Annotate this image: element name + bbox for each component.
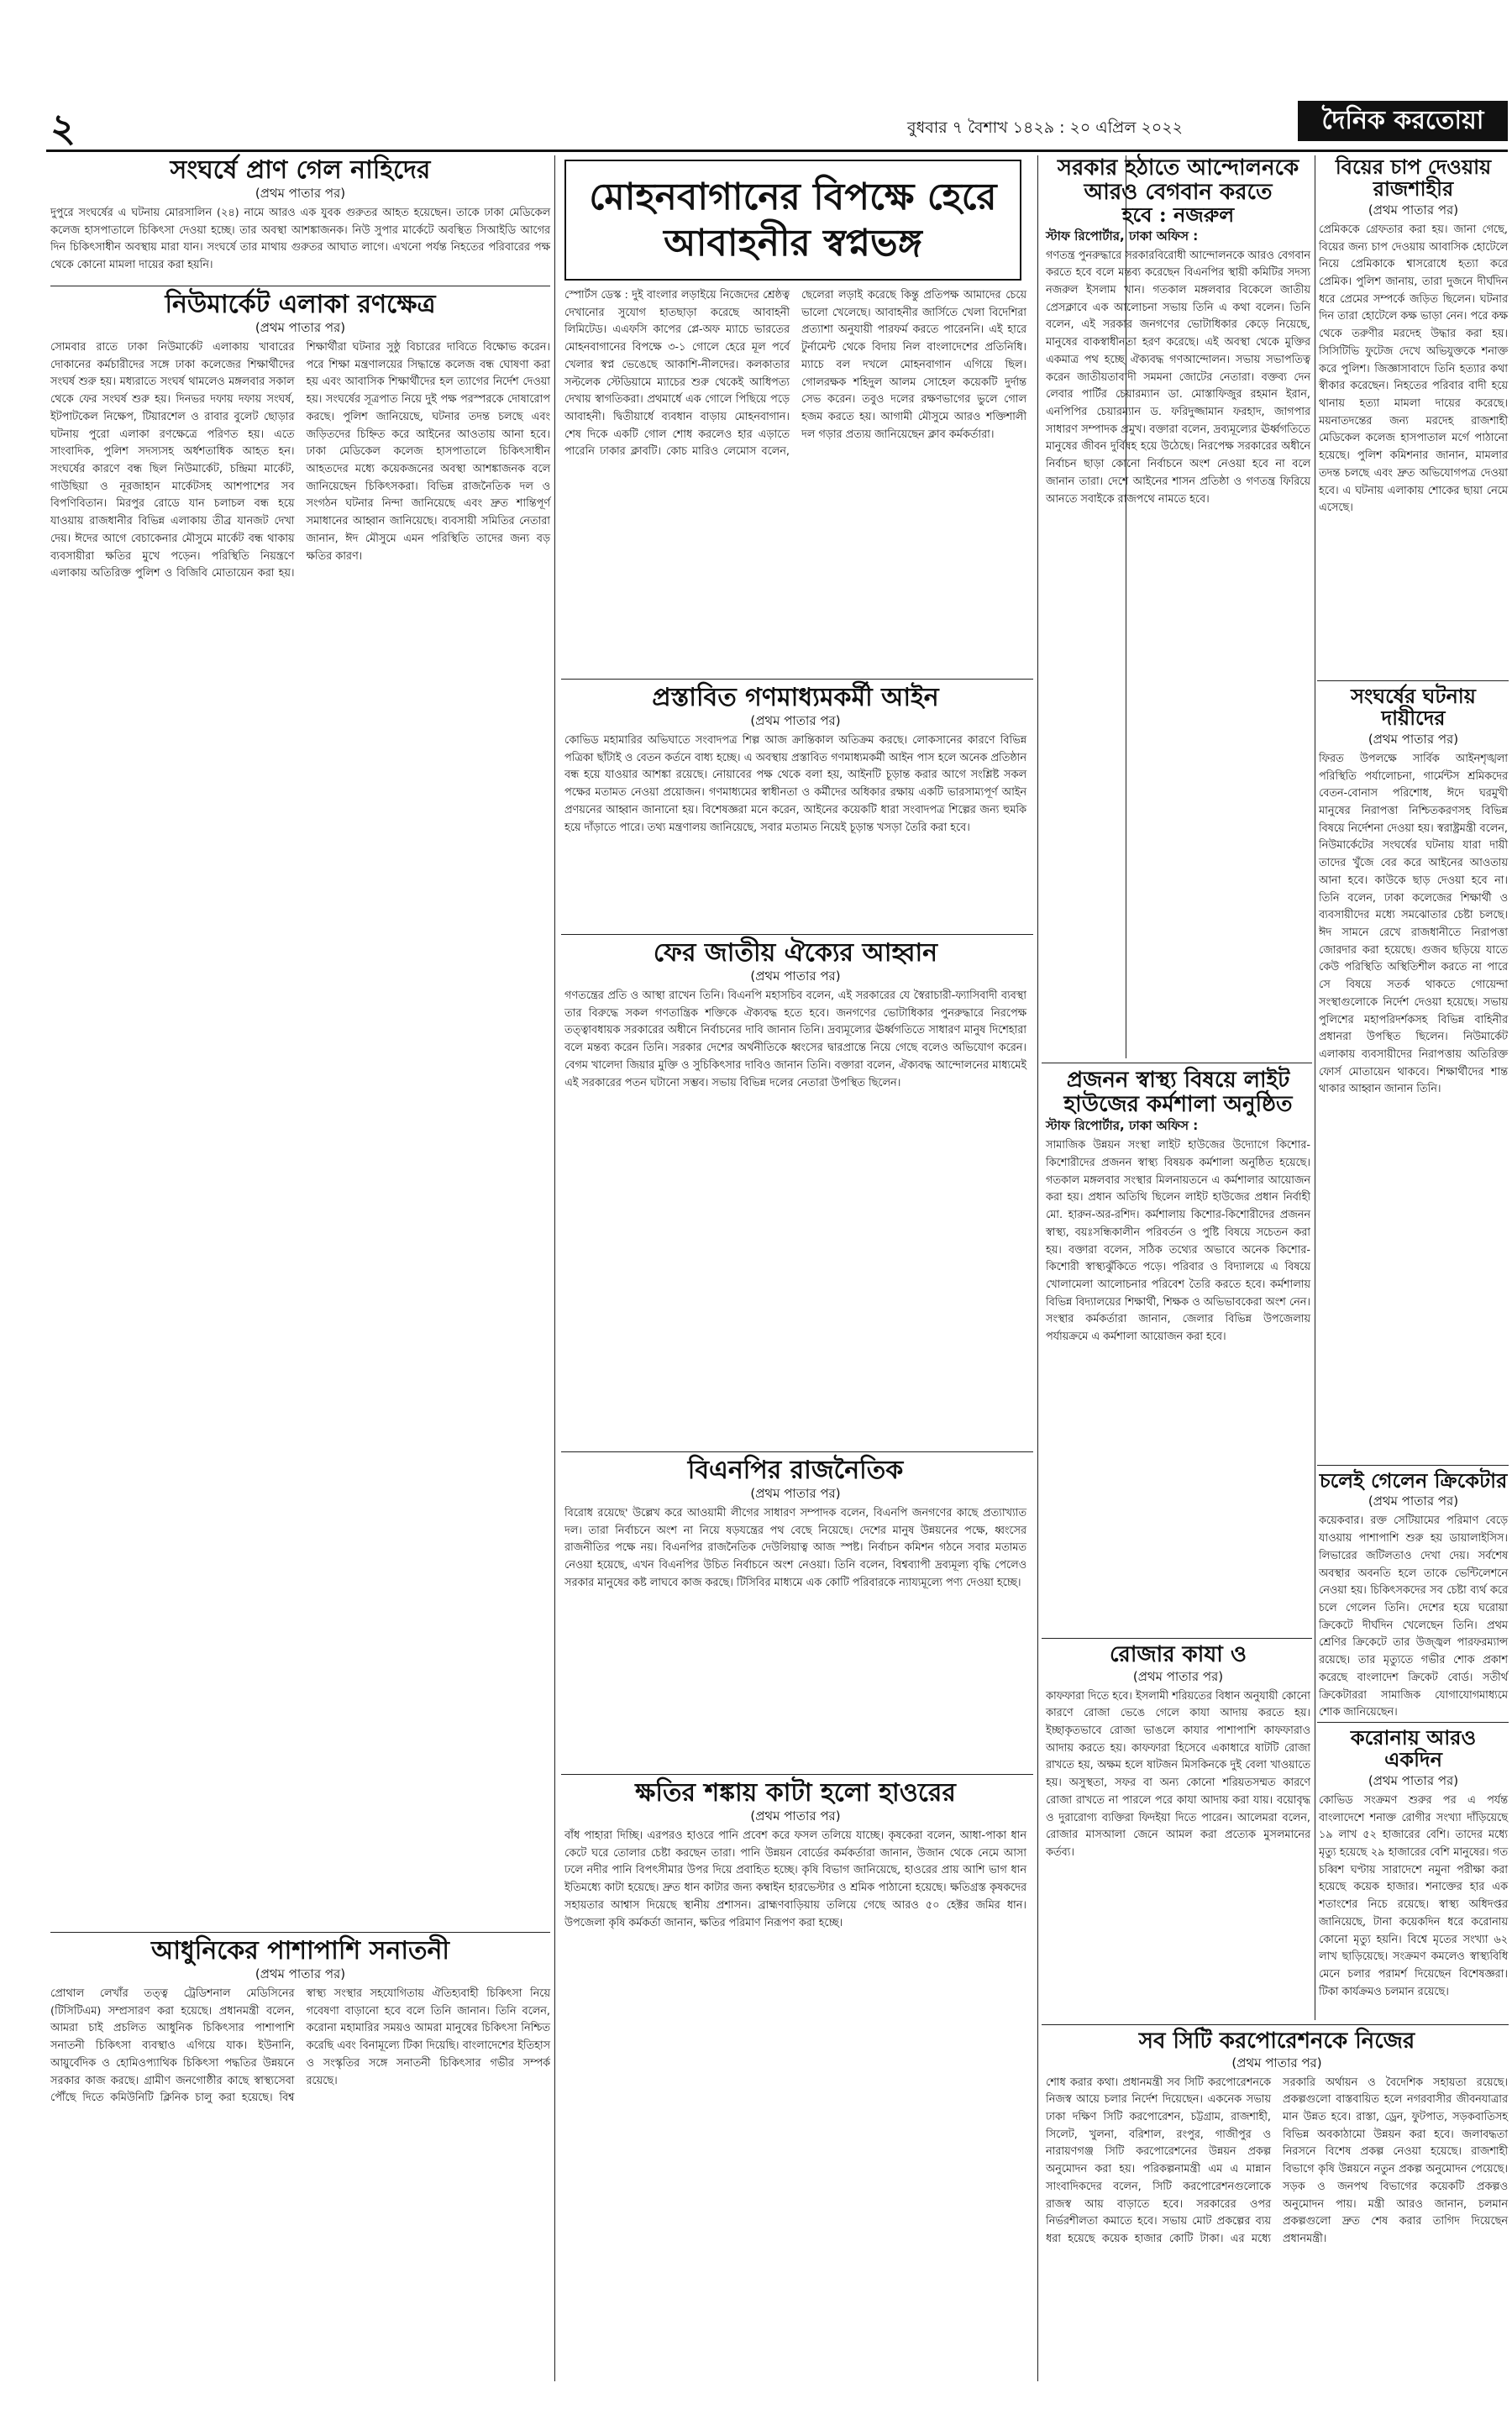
continued-label: (প্রথম পাতার পর): [1368, 202, 1459, 218]
article-roja: [1046, 1643, 1310, 2024]
article-songhorsho: [1319, 685, 1508, 1482]
continued-label: (প্রথম পাতার পর): [255, 186, 346, 201]
article-city: [1046, 2029, 1508, 2402]
column-divider: [1037, 155, 1038, 2381]
continued-label: (প্রথম পাতার পর): [1368, 731, 1459, 747]
headline: বিএনপির রাজনৈতিক: [687, 1456, 904, 1485]
section-rule: [1317, 1722, 1509, 1723]
article-body: শোধ করার কথা। প্রধানমন্ত্রী সব সিটি করপোরেশনকে নিজস্ব আয়ে চলার নির্দেশ দিয়েছেন। একনেক সভায় ঢাকা দক্ষিণ সিটি করপোরেশন, চট্টগ্রাম, রাজশাহী, সিলেট, খুলনা, বরিশাল, রংপুর, গাজীপুর ও নারায়ণগঞ্জ সিটি করপোরেশনের উন্নয়ন প্রকল্প অনুমোদন করা হয়। পরিকল্পনামন্ত্রী এম এ মান্নান সাংবাদিকদের বলেন, সিটি করপোরেশনগুলোকে রাজস্ব আয় বাড়াতে হবে। সরকারের ওপর নির্ভরশীলতা কমাতে হবে। সভায় মোট প্রকল্পের ব্যয় ধরা হয়েছে কয়েক হাজার কোটি টাকা। এর মধ্যে সরকারি অর্থায়ন ও বৈদেশিক সহায়তা রয়েছে। প্রকল্পগুলো বাস্তবায়িত হলে নগরবাসীর জীবনযাত্রার মান উন্নত হবে। রাস্তা, ড্রেন, ফুটপাত, সড়কবাতিসহ বিভিন্ন অবকাঠামো উন্নয়ন করা হবে। জলাবদ্ধতা নিরসনে বিশেষ প্রকল্প নেওয়া হয়েছে। রাজশাহী বিভাগে কৃষি উন্নয়নে নতুন প্রকল্প অনুমোদন পেয়েছে। সড়ক ও জনপথ বিভাগের কয়েকটি প্রকল্পও অনুমোদন পায়। মন্ত্রী আরও জানান, চলমান প্রকল্পগুলো দ্রুত শেষ করার তাগিদ দিয়েছেন প্রধানমন্ত্রী।: [1046, 2076, 1508, 2246]
headline: নিউমার্কেট এলাকা রণক্ষেত্র: [165, 290, 436, 319]
article-newmarket: [50, 291, 550, 1939]
section-rule: [50, 1932, 550, 1933]
section-rule: [1317, 680, 1509, 681]
subhead: হবে : নজরুল: [1121, 202, 1235, 228]
header-rule: [46, 150, 1508, 152]
article-body: কোভিড সংক্রমণ শুরুর পর এ পর্যন্ত বাংলাদেশে শনাক্ত রোগীর সংখ্যা দাঁড়িয়েছে ১৯ লাখ ৫২ হাজারের বেশি। তাদের মধ্যে মৃত্যু হয়েছে ২৯ হাজারের বেশি মানুষের। গত চব্বিশ ঘণ্টায় সারাদেশে নমুনা পরীক্ষা করা হয়েছে কয়েক হাজার। শনাক্তের হার এক শতাংশের নিচে রয়েছে। স্বাস্থ্য অধিদপ্তর জানিয়েছে, টানা কয়েকদিন ধরে করোনায় কোনো মৃত্যু হয়নি। বিশ্বে মৃতের সংখ্যা ৬২ লাখ ছাড়িয়েছে। সংক্রমণ কমলেও স্বাস্থ্যবিধি মেনে চলার পরামর্শ দিয়েছেন বিশেষজ্ঞরা। টিকা কার্যক্রমও চলমান রয়েছে।: [1319, 1793, 1508, 1998]
article-light: [1046, 1068, 1310, 1574]
continued-label: (প্রথম পাতার পর): [750, 968, 841, 984]
article-shorkar: [1046, 156, 1310, 970]
article-body: প্রোথাল লেখাঁর তত্ত্ব ট্রেডিশনাল মেডিসিনের (টিসিটিএম) সম্প্রসারণ করা হয়েছে। প্রধানমন্ত্রী বলেন, আমরা চাই প্রচলিত আধুনিক চিকিৎসার পাশাপাশি সনাতনী চিকিৎসা ব্যবস্থাও এগিয়ে যাক। ইউনানি, আয়ুর্বেদিক ও হোমিওপ্যাথিক চিকিৎসা পদ্ধতির উন্নয়নে সরকার কাজ করছে। গ্রামীণ জনগোষ্ঠীর কাছে স্বাস্থ্যসেবা পৌঁছে দিতে কমিউনিটি ক্লিনিক চালু করা হয়েছে। বিশ্ব স্বাস্থ্য সংস্থার সহযোগিতায় ঐতিহ্যবাহী চিকিৎসা নিয়ে গবেষণা বাড়ানো হবে বলে তিনি জানান। তিনি বলেন, করোনা মহামারির সময়ও আমরা মানুষের চিকিৎসা নিশ্চিত করেছি এবং বিনামূল্যে টিকা দিয়েছি। বাংলাদেশের ইতিহাস ও সংস্কৃতির সঙ্গে সনাতনী চিকিৎসার গভীর সম্পর্ক রয়েছে।: [50, 1987, 550, 2105]
headline: প্রজনন স্বাস্থ্য বিষয়ে লাইট হাউজের কর্মশালা অনুষ্ঠিত: [1063, 1068, 1293, 1117]
section-rule: [561, 1451, 1033, 1452]
date-line: বুধবার ৭ বৈশাখ ১৪২৯ : ২০ এপ্রিল ২০২২: [907, 118, 1183, 137]
headline: বিয়ের চাপ দেওয়ায় রাজশাহীর: [1335, 155, 1492, 202]
continued-label: (প্রথম পাতার পর): [255, 320, 346, 335]
article-body: সামাজিক উন্নয়ন সংস্থা লাইট হাউজের উদ্যোগে কিশোর-কিশোরীদের প্রজনন স্বাস্থ্য বিষয়ক কর্মশালা অনুষ্ঠিত হয়েছে। গতকাল মঙ্গলবার সংস্থার মিলনায়তনে এ কর্মশালার আয়োজন করা হয়। প্রধান অতিথি ছিলেন লাইট হাউজের প্রধান নির্বাহী মো. হারুন-অর-রশিদ। কর্মশালায় কিশোর-কিশোরীদের প্রজনন স্বাস্থ্য, বয়ঃসন্ধিকালীন পরিবর্তন ও পুষ্টি বিষয়ে সচেতন করা হয়। বক্তারা বলেন, সঠিক তথ্যের অভাবে অনেক কিশোর-কিশোরী স্বাস্থ্যঝুঁকিতে পড়ে। পরিবার ও বিদ্যালয়ে এ বিষয়ে খোলামেলা আলোচনার পরিবেশ তৈরি করতে হবে। কর্মশালায় বিভিন্ন বিদ্যালয়ের শিক্ষার্থী, শিক্ষক ও অভিভাবকেরা অংশ নেন। সংস্থার কর্মকর্তারা জানান, জেলার বিভিন্ন উপজেলায় পর্যায়ক্রমে এ কর্মশালা আয়োজন করা হবে।: [1046, 1139, 1310, 1344]
article-body: কোভিড মহামারির অভিঘাতে সংবাদপত্র শিল্প আজ ক্রান্তিকাল অতিক্রম করছে। লোকসানের কারণে বিভিন্ন পত্রিকা ছাঁটাই ও বেতন কর্তনে বাধ্য হচ্ছে। এ অবস্থায় প্রস্তাবিত গণমাধ্যমকর্মী আইন পাস হলে অনেক প্রতিষ্ঠান বন্ধ হয়ে যাওয়ার আশঙ্কা রয়েছে। নোয়াবের পক্ষ থেকে বলা হয়, আইনটি চূড়ান্ত করার আগে সংশ্লিষ্ট সকল পক্ষের মতামত নেওয়া প্রয়োজন। গণমাধ্যমের স্বাধীনতা ও কর্মীদের অধিকার রক্ষায় একটি ভারসাম্যপূর্ণ আইন প্রণয়নের আহ্বান জানানো হয়। বিশেষজ্ঞরা মনে করেন, আইনের কয়েকটি ধারা সংবাদপত্র শিল্পের জন্য হুমকি হয়ে দাঁড়াতে পারে। তথ্য মন্ত্রণালয় জানিয়েছে, সবার মতামত নিয়েই চূড়ান্ত খসড়া তৈরি করা হবে।: [564, 734, 1026, 834]
headline: সরকার হঠাতে আন্দোলনকে আরও বেগবান করতে: [1057, 155, 1299, 205]
headline: চলেই গেলেন ক্রিকেটার: [1319, 1468, 1508, 1493]
section-rule: [1042, 1638, 1312, 1639]
section-rule: [561, 679, 1033, 680]
headline: প্রস্তাবিত গণমাধ্যমকর্মী আইন: [652, 683, 939, 712]
headline: করোনায় আরও একদিন: [1350, 1725, 1477, 1772]
section-rule: [1317, 1465, 1509, 1466]
page-number: ২: [50, 105, 76, 150]
section-rule: [1042, 2024, 1509, 2025]
article-body: বাঁধ পাহারা দিচ্ছি। এরপরও হাওরে পানি প্রবেশ করে ফসল তলিয়ে যাচ্ছে। কৃষকেরা বলেন, আধা-পাকা ধান কেটে ঘরে তোলার চেষ্টা করছেন তারা। পানি উন্নয়ন বোর্ডের কর্মকর্তারা জানান, উজান থেকে নেমে আসা ঢলে নদীর পানি বিপৎসীমার উপর দিয়ে প্রবাহিত হচ্ছে। কৃষি বিভাগ জানিয়েছে, হাওরের প্রায় আশি ভাগ ধান ইতিমধ্যে কাটা হয়েছে। দ্রুত ধান কাটার জন্য কম্বাইন হারভেস্টার ও শ্রমিক পাঠানো হয়েছে। ক্ষতিগ্রস্ত কৃষকদের সহায়তার আশ্বাস দিয়েছে স্থানীয় প্রশাসন। ব্রাহ্মণবাড়িয়ায় তলিয়ে গেছে আরও ৫০ হেক্টর জমির ধান। উপজেলা কৃষি কর্মকর্তা জানান, ক্ষতির পরিমাণ নিরূপণ করা হচ্ছে।: [564, 1829, 1026, 1929]
continued-label: (প্রথম পাতার পর): [750, 1808, 841, 1824]
article-body: কয়েকবার। রক্ত সেটিয়ামের পরিমাণ বেড়ে যাওয়ায় পাশাপাশি শুরু হয় ডায়ালাইসিস। লিভারের জটিলতাও দেখা দেয়। সর্বশেষ অবস্থার অবনতি হলে তাকে ভেন্টিলেশনে নেওয়া হয়। চিকিৎসকদের সব চেষ্টা ব্যর্থ করে চলে গেলেন তিনি। দেশের হয়ে ঘরোয়া ক্রিকেটে দীর্ঘদিন খেলেছেন তিনি। প্রথম শ্রেণির ক্রিকেটে তার উজ্জ্বল পারফরম্যান্স রয়েছে। তার মৃত্যুতে গভীর শোক প্রকাশ করেছে বাংলাদেশ ক্রিকেট বোর্ড। সতীর্থ ক্রিকেটাররা সামাজিক যোগাযোগমাধ্যমে শোক জানিয়েছেন।: [1319, 1514, 1508, 1719]
article-gonomadhyom: [564, 684, 1026, 942]
continued-label: (প্রথম পাতার পর): [750, 1486, 841, 1501]
article-corona: [1319, 1727, 1508, 2028]
headline: ফের জাতীয় ঐক্যের আহ্বান: [653, 938, 938, 968]
byline: স্টাফ রিপোর্টার, ঢাকা অফিস :: [1046, 228, 1199, 244]
article-cricketer: [1319, 1468, 1508, 1719]
headline: সংঘর্ষে প্রাণ গেল নাহিদের: [170, 155, 431, 185]
article-body: প্রেমিককে গ্রেফতার করা হয়। জানা গেছে, বিয়ের জন্য চাপ দেওয়ায় আবাসিক হোটেলে নিয়ে প্রেমিকাকে শ্বাসরোধে হত্যা করে প্রেমিক। পুলিশ জানায়, তারা দুজনে দীর্ঘদিন ধরে প্রেমের সম্পর্কে জড়িত ছিলেন। ঘটনার দিন তারা হোটেলে কক্ষ ভাড়া নেন। পরে কক্ষ থেকে তরুণীর মরদেহ উদ্ধার করা হয়। সিসিটিভি ফুটেজ দেখে অভিযুক্তকে শনাক্ত করে পুলিশ। জিজ্ঞাসাবাদে তিনি হত্যার কথা স্বীকার করেছেন। নিহতের পরিবার বাদী হয়ে থানায় হত্যা মামলা দায়ের করেছে। ময়নাতদন্তের জন্য মরদেহ রাজশাহী মেডিকেল কলেজ হাসপাতাল মর্গে পাঠানো হয়েছে। পুলিশ কমিশনার জানান, মামলার তদন্ত চলছে এবং দ্রুত অভিযোগপত্র দেওয়া হবে। এ ঘটনায় এলাকায় শোকের ছায়া নেমে এসেছে।: [1319, 223, 1508, 515]
continued-label: (প্রথম পাতার পর): [1368, 1772, 1459, 1788]
continued-label: (প্রথম পাতার পর): [1368, 1493, 1459, 1509]
headline: মোহনবাগানের বিপক্ষে হেরে আবাহনীর স্বপ্নভঙ্গ: [589, 176, 997, 265]
headline: সংঘর্ষের ঘটনায় দায়ীদের: [1351, 684, 1476, 731]
article-haor: [564, 1779, 1026, 2374]
byline: স্টাফ রিপোর্টার, ঢাকা অফিস :: [1046, 1118, 1199, 1134]
headline: ক্ষতির শঙ্কায় কাটা হলো হাওরের: [635, 1778, 956, 1808]
article-body: সোমবার রাতে ঢাকা নিউমার্কেট এলাকায় খাবারের দোকানের কর্মচারীদের সঙ্গে ঢাকা কলেজের শিক্ষার্থীদের সংঘর্ষ শুরু হয়। মধ্যরাতে সংঘর্ষ থামলেও মঙ্গলবার সকাল থেকে ফের সংঘর্ষ শুরু হয়। দিনভর দফায় দফায় সংঘর্ষ, ইটপাটকেল নিক্ষেপ, টিয়ারশেল ও রাবার বুলেট ছোড়ার ঘটনায় পুরো এলাকা রণক্ষেত্রে পরিণত হয়। এতে সাংবাদিক, পুলিশ সদস্যসহ অর্ধশতাধিক আহত হন। সংঘর্ষের কারণে বন্ধ ছিল নিউমার্কেট, চন্দ্রিমা মার্কেট, গাউছিয়া ও নূরজাহান মার্কেটসহ আশপাশের সব বিপণিবিতান। মিরপুর রোডে যান চলাচল বন্ধ হয়ে যাওয়ায় রাজধানীর বিভিন্ন এলাকায় তীব্র যানজট দেখা দেয়। ঈদের আগে বেচাকেনার মৌসুমে মার্কেট বন্ধ থাকায় ব্যবসায়ীরা ক্ষতির মুখে পড়েন। পরিস্থিতি নিয়ন্ত্রণে এলাকায় অতিরিক্ত পুলিশ ও বিজিবি মোতায়েন করা হয়। শিক্ষার্থীরা ঘটনার সুষ্ঠু বিচারের দাবিতে বিক্ষোভ করেন। পরে শিক্ষা মন্ত্রণালয়ের সিদ্ধান্তে কলেজ বন্ধ ঘোষণা করা হয় এবং আবাসিক শিক্ষার্থীদের হল ত্যাগের নির্দেশ দেওয়া হয়। সংঘর্ষের সূত্রপাত নিয়ে দুই পক্ষ পরস্পরকে দোষারোপ করছে। পুলিশ জানিয়েছে, ঘটনার তদন্ত চলছে এবং জড়িতদের চিহ্নিত করে আইনের আওতায় আনা হবে। ঢাকা মেডিকেল কলেজ হাসপাতালে চিকিৎসাধীন আহতদের মধ্যে কয়েকজনের অবস্থা আশঙ্কাজনক বলে জানিয়েছেন চিকিৎসকরা। বিভিন্ন রাজনৈতিক দল ও সংগঠন ঘটনার নিন্দা জানিয়েছে এবং দ্রুত শান্তিপূর্ণ সমাধানের আহ্বান জানিয়েছে। ব্যবসায়ী সমিতির নেতারা জানান, ঈদ মৌসুমে এমন পরিস্থিতি তাদের জন্য বড় ক্ষতির কারণ।: [50, 341, 550, 580]
newspaper-logo: দৈনিক করতোয়া: [1298, 101, 1508, 141]
continued-label: (প্রথম পাতার পর): [1132, 1668, 1224, 1684]
article-body: বিরোধ রয়েছে' উল্লেখ করে আওয়ামী লীগের সাধারণ সম্পাদক বলেন, বিএনপি জনগণের কাছে প্রত্যাখ্যাত দল। তারা নির্বাচনে অংশ না নিয়ে ষড়যন্ত্রের পথ বেছে নিয়েছে। দেশের মানুষ উন্নয়নের পক্ষে, ধ্বংসের রাজনীতির পক্ষে নয়। বিএনপির রাজনৈতিক দেউলিয়াত্ব আজ স্পষ্ট। নির্বাচন কমিশন গঠনে সবার মতামত নেওয়া হয়েছে, এখন বিএনপির উচিত নির্বাচনে অংশ নেওয়া। তিনি বলেন, বিশ্বব্যাপী দ্রব্যমূল্য বৃদ্ধি পেলেও সরকার মানুষের কষ্ট লাঘবে কাজ করছে। টিসিবির মাধ্যমে এক কোটি পরিবারকে ন্যায্যমূল্যে পণ্য দেওয়া হচ্ছে।: [564, 1507, 1026, 1589]
article-body: দুপুরে সংঘর্ষের এ ঘটনায় মোরসালিন (২৪) নামে আরও এক যুবক গুরুতর আহত হয়েছেন। তাকে ঢাকা মেডিকেল কলেজ হাসপাতালে চিকিৎসা দেওয়া হচ্ছে। তার অবস্থা আশঙ্কাজনক। নিউ সুপার মার্কেটে অবস্থিত সিআইডি আগের দিন চিকিৎসাধীন অবস্থায় মারা যান। সংঘর্ষে তার মাথায় গুরুতর আঘাত লাগে। এখনো পর্যন্ত নিহতের পরিবারের পক্ষ থেকে কোনো মামলা দায়ের করা হয়নি।: [50, 207, 550, 272]
article-biye: [1319, 156, 1508, 692]
section-rule: [561, 934, 1033, 935]
continued-label: (প্রথম পাতার পর): [750, 713, 841, 728]
continued-label: (প্রথম পাতার পর): [1231, 2055, 1322, 2070]
headline: রোজার কাযা ও: [1110, 1642, 1247, 1667]
section-rule: [561, 1774, 1033, 1775]
article-body: গণতন্ত্রের প্রতি ও আস্থা রাখেন তিনি। বিএনপি মহাসচিব বলেন, এই সরকারের যে স্বৈরাচারী-ফ্যাসিবাদী ব্যবস্থা তার বিরুদ্ধে সকল গণতান্ত্রিক শক্তিকে ঐক্যবদ্ধ হতে হবে। জনগণের ভোটাধিকার পুনরুদ্ধারে নিরপেক্ষ তত্ত্বাবধায়ক সরকারের অধীনে নির্বাচনের দাবি জানান তিনি। দ্রব্যমূল্যের ঊর্ধ্বগতিতে সাধারণ মানুষ দিশেহারা বলে মন্তব্য করেন তিনি। সরকার দেশের অর্থনীতিকে ধ্বংসের দ্বারপ্রান্তে নিয়ে গেছে বলেও অভিযোগ করেন। বেগম খালেদা জিয়ার মুক্তি ও সুচিকিৎসার দাবিও জানান তিনি। বক্তারা বলেন, ঐক্যবদ্ধ আন্দোলনের মাধ্যমেই এই সরকারের পতন ঘটানো সম্ভব। সভায় বিভিন্ন দলের নেতারা উপস্থিত ছিলেন।: [564, 989, 1026, 1089]
article-body: গণতন্ত্র পুনরুদ্ধারে সরকারবিরোধী আন্দোলনকে আরও বেগবান করতে হবে বলে মন্তব্য করেছেন বিএনপির স্থায়ী কমিটির সদস্য নজরুল ইসলাম খান। গতকাল মঙ্গলবার বিকেলে জাতীয় প্রেসক্লাবে এক আলোচনা সভায় তিনি এ কথা বলেন। তিনি বলেন, এই সরকার জনগণের ভোটাধিকার কেড়ে নিয়েছে, মানুষের বাকস্বাধীনতা হরণ করেছে। এই অবস্থা থেকে মুক্তির একমাত্র পথ হচ্ছে ঐক্যবদ্ধ গণআন্দোলন। সভায় সভাপতিত্ব করেন জাতীয়তাবাদী সমমনা জোটের নেতারা। বক্তব্য দেন লেবার পার্টির চেয়ারম্যান ডা. মোস্তাফিজুর রহমান ইরান, এনপিপির চেয়ারম্যান ড. ফরিদুজ্জামান ফরহাদ, জাগপার সাধারণ সম্পাদক প্রমুখ। বক্তারা বলেন, দ্রব্যমূল্যের ঊর্ধ্বগতিতে মানুষের জীবন দুর্বিষহ হয়ে উঠেছে। নিরপেক্ষ সরকারের অধীনে নির্বাচন ছাড়া কোনো নির্বাচনে অংশ নেওয়া হবে না বলে জানান তারা। দেশে আইনের শাসন প্রতিষ্ঠা ও গণতন্ত্র ফিরিয়ে আনতে সবাইকে রাজপথে নামতে হবে।: [1046, 249, 1310, 506]
article-body: কাফফারা দিতে হবে। ইসলামী শরিয়তের বিধান অনুযায়ী কোনো কারণে রোজা ভেঙে গেলে কাযা আদায় করতে হয়। ইচ্ছাকৃতভাবে রোজা ভাঙলে কাযার পাশাপাশি কাফফারাও আদায় করতে হয়। কাফফারা হিসেবে একাধারে ষাটটি রোজা রাখতে হয়, অক্ষম হলে ষাটজন মিসকিনকে দুই বেলা খাওয়াতে হয়। অসুস্থতা, সফর বা অন্য কোনো শরিয়তসম্মত কারণে রোজা রাখতে না পারলে পরে কাযা আদায় করা যায়। বয়োবৃদ্ধ ও দুরারোগ্য ব্যক্তিরা ফিদইয়া দিতে পারেন। আলেমরা বলেন, রোজার মাসআলা জেনে আমল করা প্রত্যেক মুসলমানের কর্তব্য।: [1046, 1689, 1310, 1860]
continued-label: (প্রথম পাতার পর): [255, 1966, 346, 1981]
headline: আধুনিকের পাশাপাশি সনাতনী: [150, 1936, 450, 1966]
article-bnp: [564, 1456, 1026, 1782]
headline: সব সিটি করপোরেশনকে নিজের: [1138, 2028, 1415, 2054]
article-nahid: [50, 156, 550, 294]
article-body: ফিরত উপলক্ষে সার্বিক আইনশৃঙ্খলা পরিস্থিতি পর্যালোচনা, গার্মেন্টস শ্রমিকদের বেতন-বোনাস পরিশোধ, ঈদে ঘরমুখী মানুষের নিরাপত্তা নিশ্চিতকরণসহ বিভিন্ন বিষয়ে নির্দেশনা দেওয়া হয়। স্বরাষ্ট্রমন্ত্রী বলেন, নিউমার্কেটের সংঘর্ষের ঘটনায় যারা দায়ী তাদের খুঁজে বের করে আইনের আওতায় আনা হবে। কাউকে ছাড় দেওয়া হবে না। তিনি বলেন, ঢাকা কলেজের শিক্ষার্থী ও ব্যবসায়ীদের মধ্যে সমঝোতার চেষ্টা চলছে। ঈদ সামনে রেখে রাজধানীতে নিরাপত্তা জোরদার করা হয়েছে। গুজব ছড়িয়ে যাতে কেউ পরিস্থিতি অস্থিতিশীল করতে না পারে সে বিষয়ে সতর্ক থাকতে গোয়েন্দা সংস্থাগুলোকে নির্দেশ দেওয়া হয়েছে। সভায় পুলিশের মহাপরিদর্শকসহ বিভিন্ন বাহিনীর প্রধানরা উপস্থিত ছিলেন। নিউমার্কেট এলাকায় ব্যবসায়ীদের নিরাপত্তায় অতিরিক্ত ফোর্স মোতায়েন থাকবে। শিক্ষার্থীদের শান্ত থাকার আহ্বান জানান তিনি।: [1319, 752, 1508, 1096]
article-mohun-headline-box: [564, 160, 1021, 281]
article-oikko: [564, 939, 1026, 1458]
article-mohun-body: স্পোর্টস ডেস্ক : দুই বাংলার লড়াইয়ে নিজেদের শ্রেষ্ঠত্ব দেখানোর সুযোগ হাতছাড়া করেছে আবাহনী লিমিটেড। এএফসি কাপের প্লে-অফ ম্যাচে ভারতের মোহনবাগানের বিপক্ষে ৩-১ গোলে হেরে মূল পর্বে খেলার স্বপ্ন ভেঙেছে আকাশি-নীলদের। কলকাতার সল্টলেক স্টেডিয়ামে ম্যাচের শুরু থেকেই আধিপত্য দেখায় স্বাগতিকরা। প্রথমার্ধে এক গোলে পিছিয়ে পড়ে আবাহনী। দ্বিতীয়ার্ধে ব্যবধান বাড়ায় মোহনবাগান। শেষ দিকে একটি গোল শোধ করলেও হার এড়াতে পারেনি ঢাকার ক্লাবটি। কোচ মারিও লেমোস বলেন, ছেলেরা লড়াই করেছে কিন্তু প্রতিপক্ষ আমাদের চেয়ে ভালো খেলেছে। আবাহনীর জার্সিতে খেলা বিদেশিরা প্রত্যাশা অনুযায়ী পারফর্ম করতে পারেননি। এই হারে টুর্নামেন্ট থেকে বিদায় নিল বাংলাদেশের প্রতিনিধি। ম্যাচে বল দখলে মোহনবাগান এগিয়ে ছিল। গোলরক্ষক শহিদুল আলম সোহেল কয়েকটি দুর্দান্ত সেভ করেন। তবুও দলের রক্ষণভাগের ভুলে গোল হজম করতে হয়। আগামী মৌসুমে আরও শক্তিশালী দল গড়ার প্রত্যয় জানিয়েছেন ক্লাব কর্মকর্তারা।: [564, 289, 1026, 459]
